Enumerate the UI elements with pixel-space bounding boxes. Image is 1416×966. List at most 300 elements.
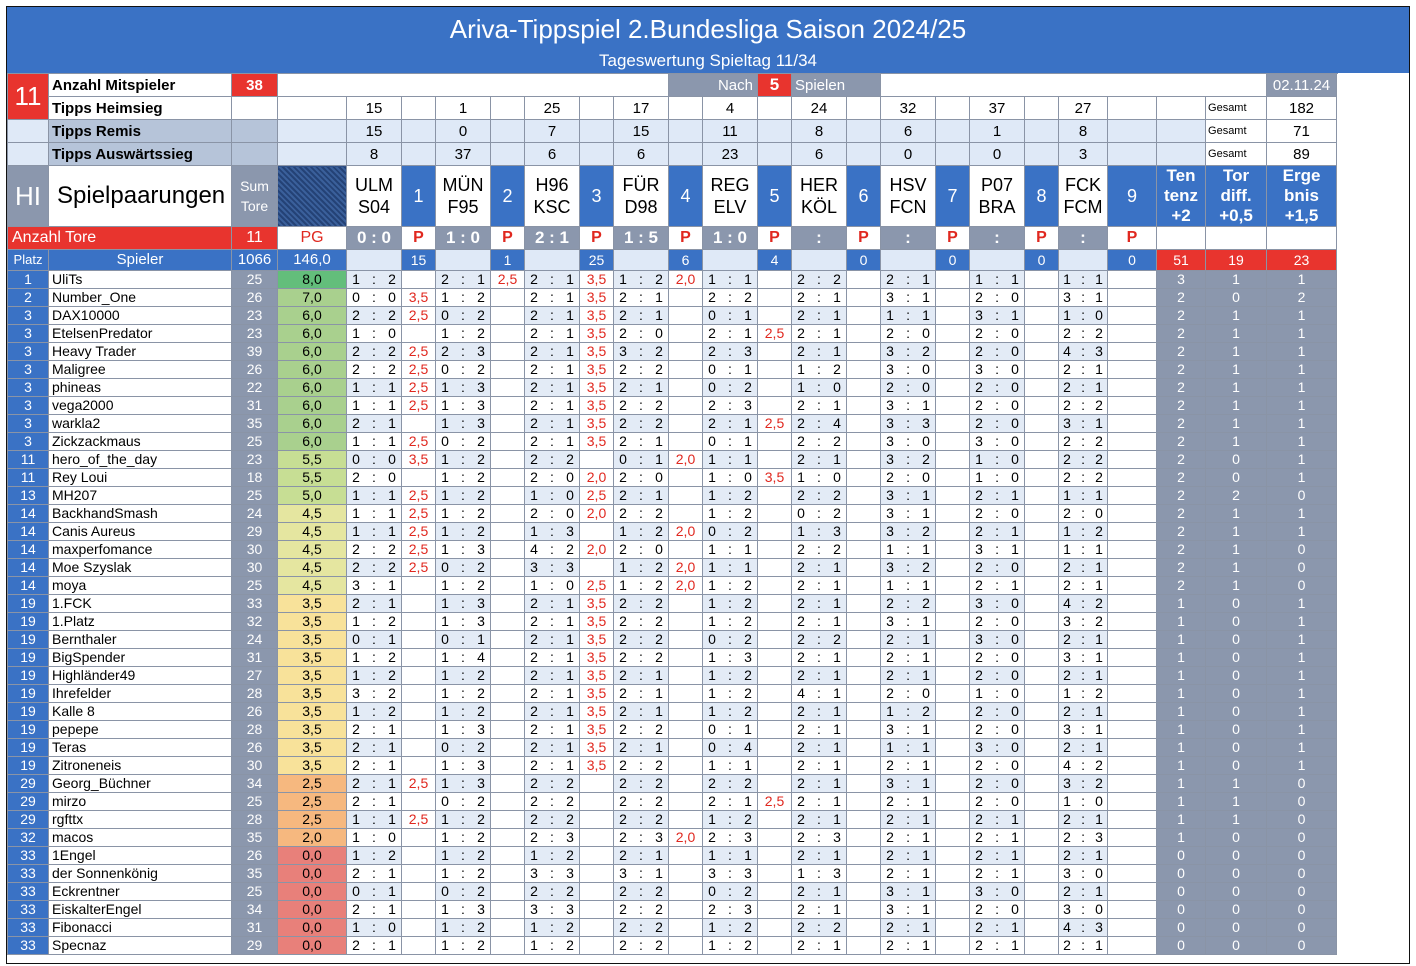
- tip-away: 1: [922, 577, 930, 593]
- tip-score: [525, 829, 580, 847]
- ergebnis-value: 0: [1267, 883, 1337, 901]
- tendenz-value: 2: [1157, 469, 1206, 487]
- platz-value: 19: [8, 757, 49, 775]
- tip-away: 1: [388, 577, 396, 593]
- tip-sep: :: [639, 361, 643, 377]
- tip-points: [847, 811, 881, 829]
- tip-sep: :: [639, 937, 643, 953]
- tip-sep: :: [461, 613, 465, 629]
- tip-sep: :: [639, 865, 643, 881]
- ergebnis-value: 1: [1267, 649, 1337, 667]
- tip-home: 3: [1063, 649, 1071, 665]
- tip-sep: :: [639, 847, 643, 863]
- platz-value: 19: [8, 595, 49, 613]
- tip-sep: :: [550, 901, 554, 917]
- tip-points: [669, 379, 703, 397]
- player-name[interactable]: 1Engel: [49, 847, 232, 865]
- tip-away: 1: [833, 595, 841, 611]
- tip-sep: :: [728, 523, 732, 539]
- tip-score: [970, 685, 1025, 703]
- tip-away: 0: [566, 487, 574, 503]
- tip-away: 2: [1095, 325, 1103, 341]
- tip-home: 2: [530, 505, 538, 521]
- player-name[interactable]: der Sonnenkönig: [49, 865, 232, 883]
- tip-points: [1108, 721, 1157, 739]
- player-name[interactable]: Bernthaler: [49, 631, 232, 649]
- tip-sep: :: [550, 883, 554, 899]
- tordiff-value: 0: [1206, 649, 1267, 667]
- player-name[interactable]: Zitroneneis: [49, 757, 232, 775]
- tip-points: [847, 937, 881, 955]
- tip-score: [614, 361, 669, 379]
- tip-home: 1: [441, 919, 449, 935]
- tip-points: [1025, 289, 1059, 307]
- tip-away: 1: [922, 811, 930, 827]
- sum-tore-value: 30: [232, 559, 278, 577]
- tendenz-value: 1: [1157, 631, 1206, 649]
- tip-score: [881, 775, 936, 793]
- tip-score: [614, 649, 669, 667]
- tip-away: 2: [655, 775, 663, 791]
- tip-away: 0: [1011, 721, 1019, 737]
- tip-score: [614, 505, 669, 523]
- tip-home: 3: [975, 739, 983, 755]
- tip-away: 2: [655, 883, 663, 899]
- tip-score: [436, 595, 491, 613]
- tip-away: 2: [477, 487, 485, 503]
- tip-away: 2: [655, 343, 663, 359]
- player-name[interactable]: Ihrefelder: [49, 685, 232, 703]
- tipp-count: 7: [525, 120, 580, 143]
- tip-home: 1: [797, 361, 805, 377]
- tip-sep: :: [995, 811, 999, 827]
- tip-points: [491, 613, 525, 631]
- tip-away: 0: [1011, 667, 1019, 683]
- match-teams[interactable]: [436, 166, 491, 227]
- tip-home: 2: [797, 397, 805, 413]
- tip-points: [847, 721, 881, 739]
- tip-away: 1: [744, 559, 752, 575]
- away-team: FCN: [889, 197, 927, 217]
- blank-cell: [792, 250, 847, 271]
- tordiff-value: 1: [1206, 379, 1267, 397]
- tip-points: [669, 703, 703, 721]
- tip-away: 1: [388, 793, 396, 809]
- tip-away: 1: [388, 775, 396, 791]
- tip-score: [703, 721, 758, 739]
- tip-sep: :: [639, 883, 643, 899]
- tip-away: 1: [833, 397, 841, 413]
- tip-away: 1: [1011, 307, 1019, 323]
- tip-away: 2: [477, 559, 485, 575]
- tip-away: 1: [833, 901, 841, 917]
- tip-sep: :: [1081, 667, 1085, 683]
- tip-sep: :: [995, 703, 999, 719]
- matchday-number: 11: [8, 74, 49, 120]
- tip-home: 1: [708, 577, 716, 593]
- ergebnis-value: 1: [1267, 415, 1337, 433]
- player-name[interactable]: vega2000: [49, 397, 232, 415]
- tip-points: 3,5: [580, 289, 614, 307]
- match-teams[interactable]: [347, 166, 402, 227]
- tip-points: [402, 865, 436, 883]
- player-name[interactable]: Specnaz: [49, 937, 232, 955]
- tip-home: 2: [619, 757, 627, 773]
- tip-points: [847, 271, 881, 289]
- tip-away: 1: [655, 685, 663, 701]
- sum-tore-value: 26: [232, 289, 278, 307]
- tip-score: [881, 919, 936, 937]
- tendenz-value: 1: [1157, 595, 1206, 613]
- tip-points: [1025, 703, 1059, 721]
- tip-away: 1: [566, 343, 574, 359]
- ergebnis-value: 1: [1267, 667, 1337, 685]
- tip-home: 1: [441, 541, 449, 557]
- tip-away: 0: [1011, 595, 1019, 611]
- tip-sep: :: [372, 379, 376, 395]
- blank-cell: [1025, 143, 1059, 166]
- match-result: 1 : 0: [436, 227, 491, 250]
- tip-home: 2: [352, 793, 360, 809]
- player-name[interactable]: rgfttx: [49, 811, 232, 829]
- tip-score: [1059, 793, 1108, 811]
- player-name[interactable]: 1.Platz: [49, 613, 232, 631]
- platz-value: 32: [8, 829, 49, 847]
- tip-score: [525, 775, 580, 793]
- tip-home: 2: [886, 271, 894, 287]
- tip-home: 2: [530, 451, 538, 467]
- player-name[interactable]: BigSpender: [49, 649, 232, 667]
- tip-away: 0: [922, 433, 930, 449]
- tip-sep: :: [550, 937, 554, 953]
- tip-away: 0: [833, 379, 841, 395]
- tip-points: [936, 379, 970, 397]
- tip-score: [436, 271, 491, 289]
- tip-home: 0: [708, 883, 716, 899]
- tip-sep: :: [550, 433, 554, 449]
- tip-away: 2: [388, 271, 396, 287]
- tordiff-value: 1: [1206, 397, 1267, 415]
- tip-score: [347, 811, 402, 829]
- tip-home: 2: [886, 379, 894, 395]
- tip-home: 0: [441, 361, 449, 377]
- player-name[interactable]: warkla2: [49, 415, 232, 433]
- player-name[interactable]: Canis Aureus: [49, 523, 232, 541]
- tip-points: [1025, 649, 1059, 667]
- tordiff-value: 0: [1206, 451, 1267, 469]
- pg-value: 0,0: [278, 937, 347, 955]
- tip-home: 2: [708, 325, 716, 341]
- tip-home: 1: [886, 541, 894, 557]
- tip-points: 3,5: [580, 703, 614, 721]
- tordiff-value: 0: [1206, 757, 1267, 775]
- tip-points: [847, 613, 881, 631]
- tip-points: 2,0: [669, 829, 703, 847]
- pg-value: 7,0: [278, 289, 347, 307]
- blank-cell: [970, 250, 1025, 271]
- tip-score: [792, 577, 847, 595]
- player-name[interactable]: Georg_Büchner: [49, 775, 232, 793]
- pg-value: 4,5: [278, 523, 347, 541]
- tip-sep: :: [461, 919, 465, 935]
- tip-points: [491, 505, 525, 523]
- player-name[interactable]: Maligree: [49, 361, 232, 379]
- tip-away: 1: [922, 847, 930, 863]
- tip-home: 2: [530, 613, 538, 629]
- tip-score: [970, 865, 1025, 883]
- tip-away: 0: [388, 919, 396, 935]
- tip-home: 0: [708, 739, 716, 755]
- match-teams[interactable]: [614, 166, 669, 227]
- tip-score: [1059, 613, 1108, 631]
- player-name[interactable]: BackhandSmash: [49, 505, 232, 523]
- player-name[interactable]: Highländer49: [49, 667, 232, 685]
- tip-score: [347, 685, 402, 703]
- tip-away: 0: [655, 469, 663, 485]
- match-teams[interactable]: [792, 166, 847, 227]
- tip-away: 2: [1095, 433, 1103, 449]
- tip-home: 1: [441, 937, 449, 953]
- player-name[interactable]: mirzo: [49, 793, 232, 811]
- tip-sep: :: [817, 685, 821, 701]
- tip-points: [1025, 505, 1059, 523]
- tendenz-value: 2: [1157, 289, 1206, 307]
- match-teams[interactable]: [703, 166, 758, 227]
- tip-sep: :: [550, 721, 554, 737]
- pg-value: 5,0: [278, 487, 347, 505]
- tip-score: [1059, 847, 1108, 865]
- player-name[interactable]: Teras: [49, 739, 232, 757]
- tip-home: 3: [975, 595, 983, 611]
- tip-score: [614, 289, 669, 307]
- tip-score: [881, 667, 936, 685]
- tip-points: 3,5: [580, 667, 614, 685]
- tip-away: 3: [566, 901, 574, 917]
- player-name[interactable]: Number_One: [49, 289, 232, 307]
- tordiff-value: 0: [1206, 595, 1267, 613]
- tip-home: 1: [441, 901, 449, 917]
- tip-points: [1025, 667, 1059, 685]
- tip-points: [491, 487, 525, 505]
- tip-away: 2: [833, 505, 841, 521]
- tip-score: [347, 595, 402, 613]
- match-teams[interactable]: [525, 166, 580, 227]
- player-name[interactable]: pepepe: [49, 721, 232, 739]
- player-name[interactable]: Fibonacci: [49, 919, 232, 937]
- tip-away: 2: [477, 703, 485, 719]
- tip-away: 3: [477, 415, 485, 431]
- tip-score: [525, 721, 580, 739]
- tip-away: 1: [744, 433, 752, 449]
- away-team: KÖL: [800, 197, 838, 217]
- tip-sep: :: [728, 343, 732, 359]
- tip-score: [614, 667, 669, 685]
- player-name[interactable]: Zickzackmaus: [49, 433, 232, 451]
- tip-points: [936, 775, 970, 793]
- blank-cell: [1157, 143, 1206, 166]
- tipp-count: 17: [614, 97, 669, 120]
- tip-home: 1: [708, 937, 716, 953]
- tip-home: 2: [975, 793, 983, 809]
- tip-sep: :: [728, 847, 732, 863]
- match-teams[interactable]: [881, 166, 936, 227]
- tip-score: [1059, 541, 1108, 559]
- tipp-count: 23: [703, 143, 758, 166]
- tip-sep: :: [728, 613, 732, 629]
- tip-sep: :: [550, 379, 554, 395]
- tip-points: 2,5: [758, 793, 792, 811]
- tip-score: [525, 325, 580, 343]
- tip-away: 1: [1011, 271, 1019, 287]
- tip-sep: :: [1081, 307, 1085, 323]
- tipp-count: 0: [436, 120, 491, 143]
- tip-away: 2: [744, 487, 752, 503]
- player-name[interactable]: EtelsenPredator: [49, 325, 232, 343]
- player-name[interactable]: Moe Szyslak: [49, 559, 232, 577]
- tip-score: [970, 847, 1025, 865]
- tip-score: [347, 901, 402, 919]
- tip-score: [881, 793, 936, 811]
- tip-score: [703, 919, 758, 937]
- tip-home: 0: [619, 451, 627, 467]
- player-name[interactable]: Heavy Trader: [49, 343, 232, 361]
- tip-sep: :: [461, 433, 465, 449]
- tip-home: 0: [708, 433, 716, 449]
- tip-sep: :: [550, 451, 554, 467]
- tip-home: 2: [530, 829, 538, 845]
- tip-points: 3,5: [580, 379, 614, 397]
- tip-score: [347, 325, 402, 343]
- ergebnis-value: 0: [1267, 829, 1337, 847]
- player-name[interactable]: 1.FCK: [49, 595, 232, 613]
- tip-score: [881, 829, 936, 847]
- tip-sep: :: [639, 289, 643, 305]
- tip-home: 1: [708, 811, 716, 827]
- tip-score: [881, 703, 936, 721]
- tip-sep: :: [372, 469, 376, 485]
- tip-away: 4: [744, 739, 752, 755]
- tip-sep: :: [728, 325, 732, 341]
- tip-sep: :: [728, 415, 732, 431]
- player-name[interactable]: UliTs: [49, 271, 232, 289]
- tip-home: 2: [530, 343, 538, 359]
- tip-sep: :: [639, 595, 643, 611]
- player-name[interactable]: EiskalterEngel: [49, 901, 232, 919]
- player-name[interactable]: maxperfomance: [49, 541, 232, 559]
- tip-score: [1059, 595, 1108, 613]
- tip-away: 1: [566, 271, 574, 287]
- tip-sep: :: [995, 541, 999, 557]
- tip-away: 1: [833, 721, 841, 737]
- player-name[interactable]: moya: [49, 577, 232, 595]
- tip-away: 2: [655, 415, 663, 431]
- tip-away: 1: [1095, 649, 1103, 665]
- player-name[interactable]: hero_of_the_day: [49, 451, 232, 469]
- tip-score: [347, 361, 402, 379]
- tip-sep: :: [372, 325, 376, 341]
- tip-points: [847, 595, 881, 613]
- tip-sep: :: [906, 739, 910, 755]
- tipps-label: Tipps Remis: [49, 120, 232, 143]
- tip-score: [436, 667, 491, 685]
- blank-cell: [402, 143, 436, 166]
- tip-home: 2: [530, 793, 538, 809]
- bonus-l2: diff.: [1220, 186, 1252, 205]
- tip-score: [614, 883, 669, 901]
- tip-score: [347, 415, 402, 433]
- tip-sep: :: [728, 739, 732, 755]
- p-label: P: [936, 227, 970, 250]
- tip-away: 1: [833, 937, 841, 953]
- tip-sep: :: [906, 541, 910, 557]
- tip-home: 1: [352, 703, 360, 719]
- match-teams[interactable]: [1059, 166, 1108, 227]
- blank-cell: [1059, 250, 1108, 271]
- tip-points: [491, 739, 525, 757]
- tip-points: [491, 793, 525, 811]
- tip-sep: :: [461, 829, 465, 845]
- tip-points: [758, 487, 792, 505]
- match-result: :: [881, 227, 936, 250]
- player-name[interactable]: MH207: [49, 487, 232, 505]
- tip-sep: :: [817, 775, 821, 791]
- tip-sep: :: [817, 577, 821, 593]
- player-name[interactable]: phineas: [49, 379, 232, 397]
- tip-sep: :: [1081, 361, 1085, 377]
- tip-score: [881, 847, 936, 865]
- tordiff-value: 1: [1206, 325, 1267, 343]
- tip-sep: :: [728, 541, 732, 557]
- tip-points: [1108, 451, 1157, 469]
- tip-score: [1059, 667, 1108, 685]
- tordiff-value: 1: [1206, 505, 1267, 523]
- tip-away: 0: [1011, 433, 1019, 449]
- ergebnis-value: 1: [1267, 271, 1337, 289]
- tip-sep: :: [906, 379, 910, 395]
- player-name[interactable]: Kalle 8: [49, 703, 232, 721]
- tip-sep: :: [728, 451, 732, 467]
- bonus-total: 19: [1206, 250, 1267, 271]
- tip-points: [936, 469, 970, 487]
- match-teams[interactable]: [970, 166, 1025, 227]
- player-name[interactable]: macos: [49, 829, 232, 847]
- tip-points: [758, 595, 792, 613]
- tip-sep: :: [461, 649, 465, 665]
- tip-away: 0: [1011, 289, 1019, 305]
- tip-score: [436, 919, 491, 937]
- tip-points: [491, 901, 525, 919]
- tip-away: 3: [922, 415, 930, 431]
- tip-home: 1: [619, 271, 627, 287]
- tip-sep: :: [817, 865, 821, 881]
- tip-score: [614, 631, 669, 649]
- tip-home: 1: [619, 559, 627, 575]
- tip-score: [970, 289, 1025, 307]
- tip-away: 1: [833, 793, 841, 809]
- tip-home: 2: [708, 289, 716, 305]
- tip-away: 1: [655, 865, 663, 881]
- match-total: 0: [936, 250, 970, 271]
- tip-home: 3: [975, 541, 983, 557]
- tip-sep: :: [995, 883, 999, 899]
- tip-sep: :: [906, 667, 910, 683]
- player-name[interactable]: DAX10000: [49, 307, 232, 325]
- player-name[interactable]: Rey Loui: [49, 469, 232, 487]
- match-total: 15: [402, 250, 436, 271]
- tip-points: 2,0: [580, 541, 614, 559]
- player-name[interactable]: Eckrentner: [49, 883, 232, 901]
- tip-home: 2: [886, 595, 894, 611]
